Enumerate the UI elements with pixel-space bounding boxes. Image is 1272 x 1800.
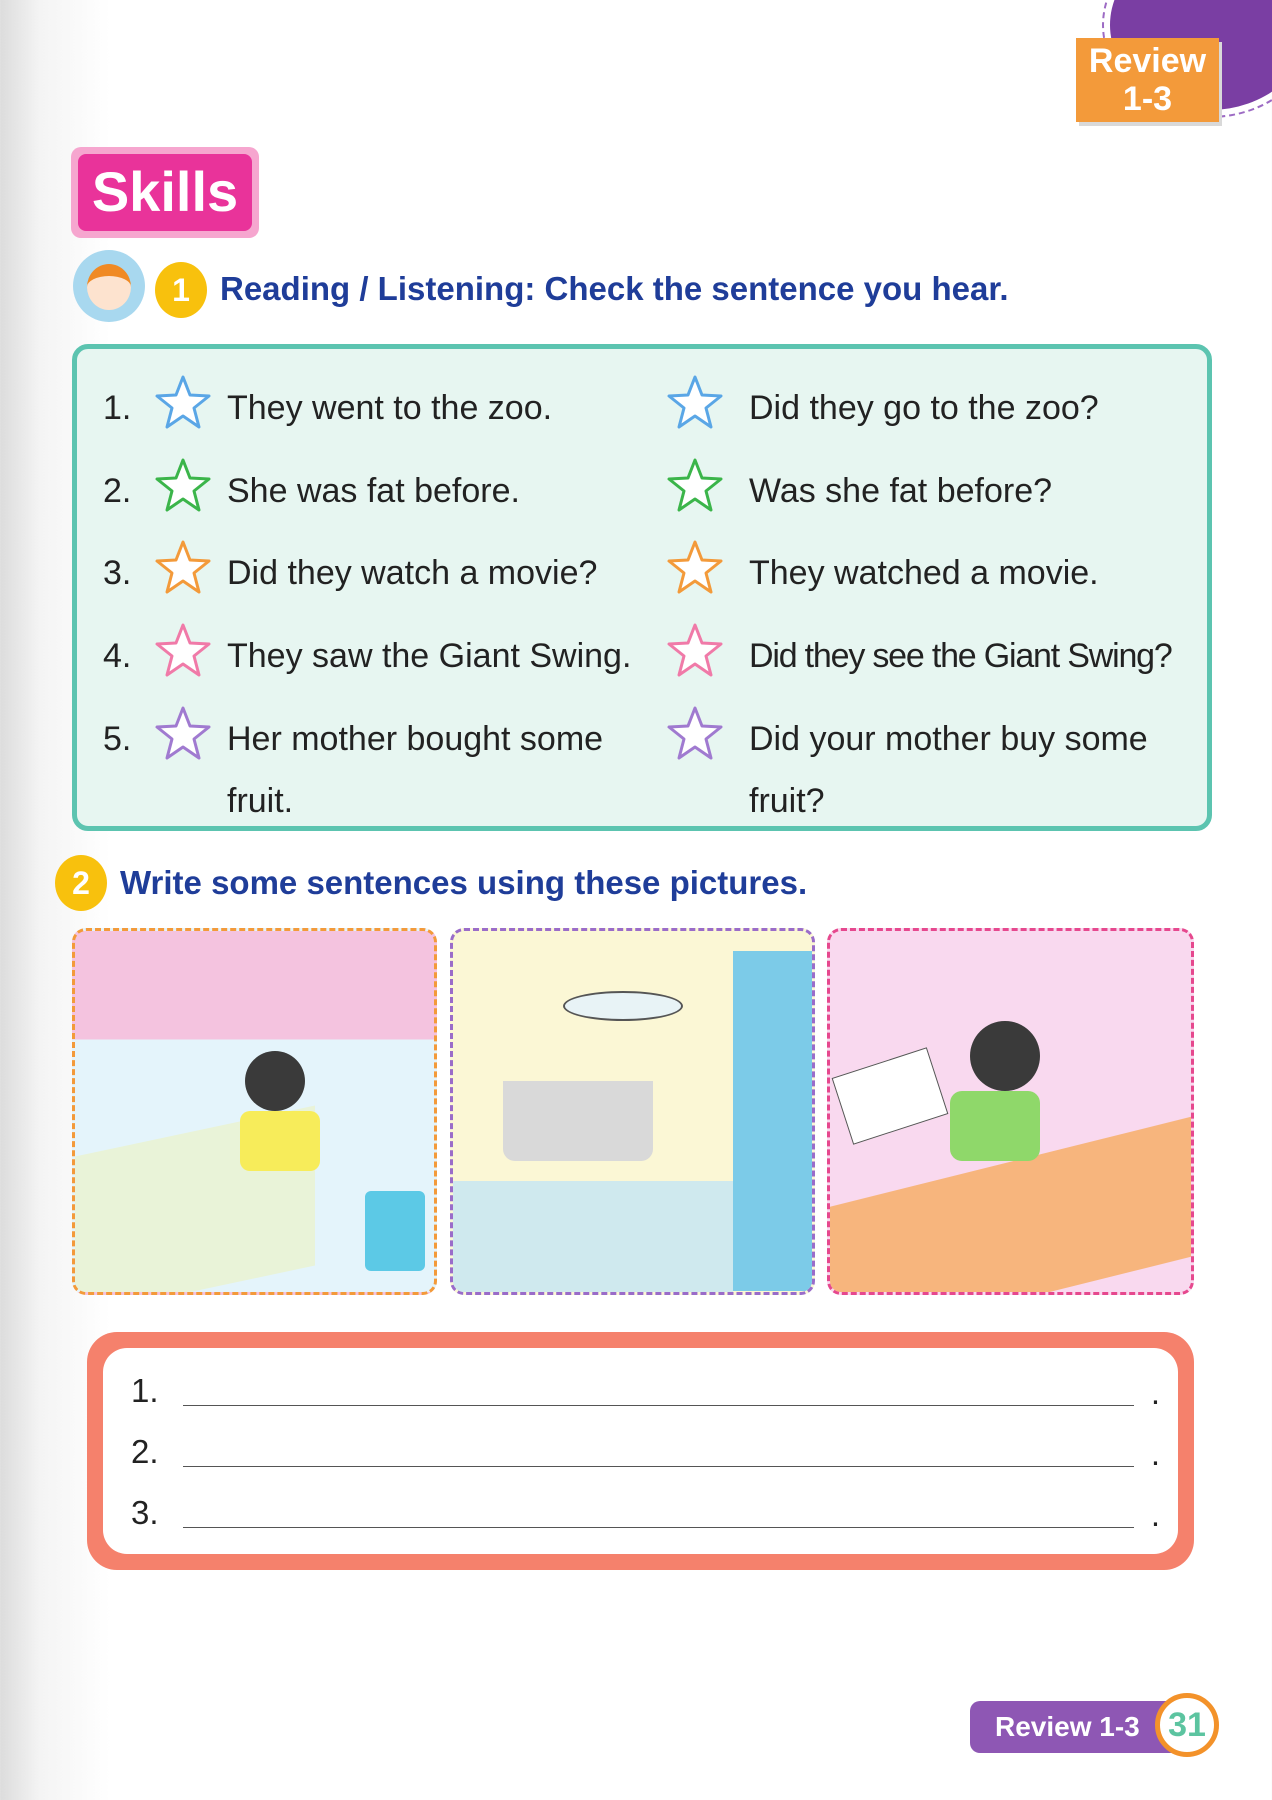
- answer-line[interactable]: [131, 1372, 1160, 1412]
- star-checkbox-b[interactable]: [665, 538, 725, 598]
- item-number: 2.: [103, 472, 132, 510]
- review-tag-line2: 1-3: [1122, 80, 1173, 118]
- star-checkbox-a[interactable]: [153, 704, 213, 764]
- star-checkbox-b[interactable]: [665, 373, 725, 433]
- exercise-1-instruction: Reading / Listening: Check the sentence you hear.: [220, 270, 1009, 307]
- picture-girl-making-bed: [72, 928, 437, 1295]
- item-number: 5.: [103, 720, 132, 758]
- star-checkbox-a[interactable]: [153, 373, 213, 433]
- answer-line[interactable]: [131, 1433, 1160, 1473]
- sentence-b: They watched a movie.: [749, 554, 1099, 592]
- item-number: 3.: [103, 554, 132, 592]
- exercise-2-instruction: Write some sentences using these pictures.: [120, 864, 808, 901]
- answer-line[interactable]: [131, 1494, 1160, 1534]
- sentence-b: Was she fat before?: [749, 472, 1053, 510]
- answer-line-period: .: [1150, 1496, 1160, 1533]
- sentence-b: Did they see the Giant Swing?: [749, 637, 1172, 675]
- review-tag: [1076, 38, 1219, 122]
- exercise-1-box: [72, 344, 1212, 831]
- answer-line-number: 2.: [131, 1433, 159, 1470]
- star-checkbox-a[interactable]: [153, 456, 213, 516]
- exercise-2-number: 2: [55, 855, 107, 911]
- section-title-text: Skills: [78, 154, 252, 231]
- sentence-b: Did your mother buy some fruit?: [749, 720, 1148, 820]
- star-checkbox-b[interactable]: [665, 456, 725, 516]
- answer-line-period: .: [1150, 1374, 1160, 1411]
- star-checkbox-a[interactable]: [153, 538, 213, 598]
- sentence-a: They went to the zoo.: [227, 389, 553, 427]
- answer-line-period: .: [1150, 1435, 1160, 1472]
- listening-girl-icon: [73, 250, 145, 322]
- item-number: 4.: [103, 637, 132, 675]
- answer-line-number: 1.: [131, 1372, 159, 1409]
- picture-woman-cooking: [450, 928, 815, 1295]
- exercise-1-number: 1: [155, 262, 207, 318]
- star-checkbox-a[interactable]: [153, 621, 213, 681]
- review-tag-line1: Review: [1088, 42, 1207, 80]
- section-title: [71, 147, 259, 238]
- answer-line-number: 3.: [131, 1494, 159, 1531]
- picture-girl-with-papers: [827, 928, 1194, 1295]
- sentence-a: They saw the Giant Swing.: [227, 637, 632, 675]
- star-checkbox-b[interactable]: [665, 621, 725, 681]
- answer-box: [87, 1332, 1194, 1570]
- sentence-a: She was fat before.: [227, 472, 520, 510]
- item-number: 1.: [103, 389, 132, 427]
- sentence-a: Her mother bought some fruit.: [227, 720, 604, 820]
- sentence-a: Did they watch a movie?: [227, 554, 598, 592]
- page-number: 31: [1155, 1693, 1219, 1757]
- star-checkbox-b[interactable]: [665, 704, 725, 764]
- sentence-b: Did they go to the zoo?: [749, 389, 1099, 427]
- footer-label: Review 1-3: [970, 1701, 1180, 1753]
